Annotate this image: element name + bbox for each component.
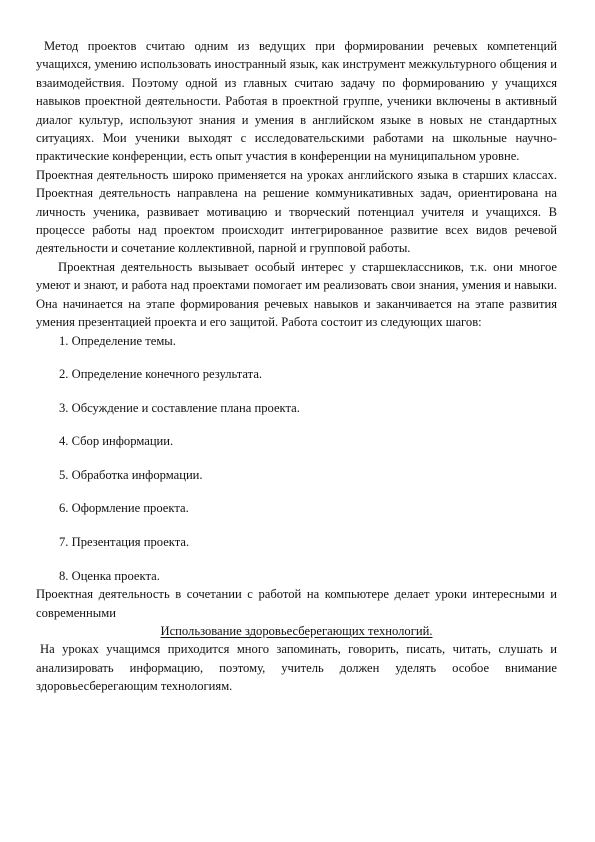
paragraph-health-technologies: На уроках учащимся приходится много запоминать, говорить, писать, читать, слушать и анализировать информацию, поэтому, учитель должен уделять особое внимание здоровьесберегающим технологиям. [36,642,557,694]
section-heading: Использование здоровьесберегающих технологий. [160,624,433,639]
list-item: 2. Определение конечного результата. [59,367,263,382]
document-body [36,37,557,696]
list-item: 7. Презентация проекта. [59,535,190,550]
list-item: 4. Сбор информации. [59,434,174,449]
paragraph-senior-interest: Проектная деятельность вызывает особый интерес у старшеклассников, т.к. они многое умеют и знают, и работа над проектами помогает им реализовать свои знания, умения и навыки. Она начинается на этапе формирования речевых навыков и заканчивается на этапе развития умения презентацией проекта и его защитой. Работа состоит из следующих шагов: [36,259,557,330]
list-item: 3. Обсуждение и составление плана проекта. [59,400,300,415]
paragraph-computer-work: Проектная деятельность в сочетании с работой на компьютере делает уроки интересными и современными [36,587,557,620]
list-item: 5. Обработка информации. [59,467,203,482]
paragraph-project-method: Метод проектов считаю одним из ведущих при формировании речевых компетенций учащихся, умению использовать иностранный язык, как инструмент межкультурного общения и взаимодействия. Поэтому одной из главных считаю задачу по формированию у учащихся навыков проектной деятельности. Работая в проектной группе, ученики включены в активный диалог культур, используют знания и умения в английском языке в новых не стандартных ситуациях. Мои ученики выходят с исследовательскими работами на школьные научно-практические конференции, есть опыт участия в конференции на муниципальном уровне. [36,39,557,164]
list-item: 8. Оценка проекта. [59,568,160,583]
list-item: 6. Оформление проекта. [59,501,189,516]
project-steps-list [36,332,557,586]
list-item: 1. Определение темы. [59,333,176,348]
paragraph-project-activity: Проектная деятельность широко применяется на уроках английского языка в старших классах. Проектная деятельность направлена на решение коммуникативных задач, ориентирована на личность ученика, развивает мотивацию и творческий потенциал учителя и учащихся. В процессе работы над проектом происходит интегрированное развитие всех видов речевой деятельности и сочетание коллективной, парной и групповой работы. [36,167,557,256]
